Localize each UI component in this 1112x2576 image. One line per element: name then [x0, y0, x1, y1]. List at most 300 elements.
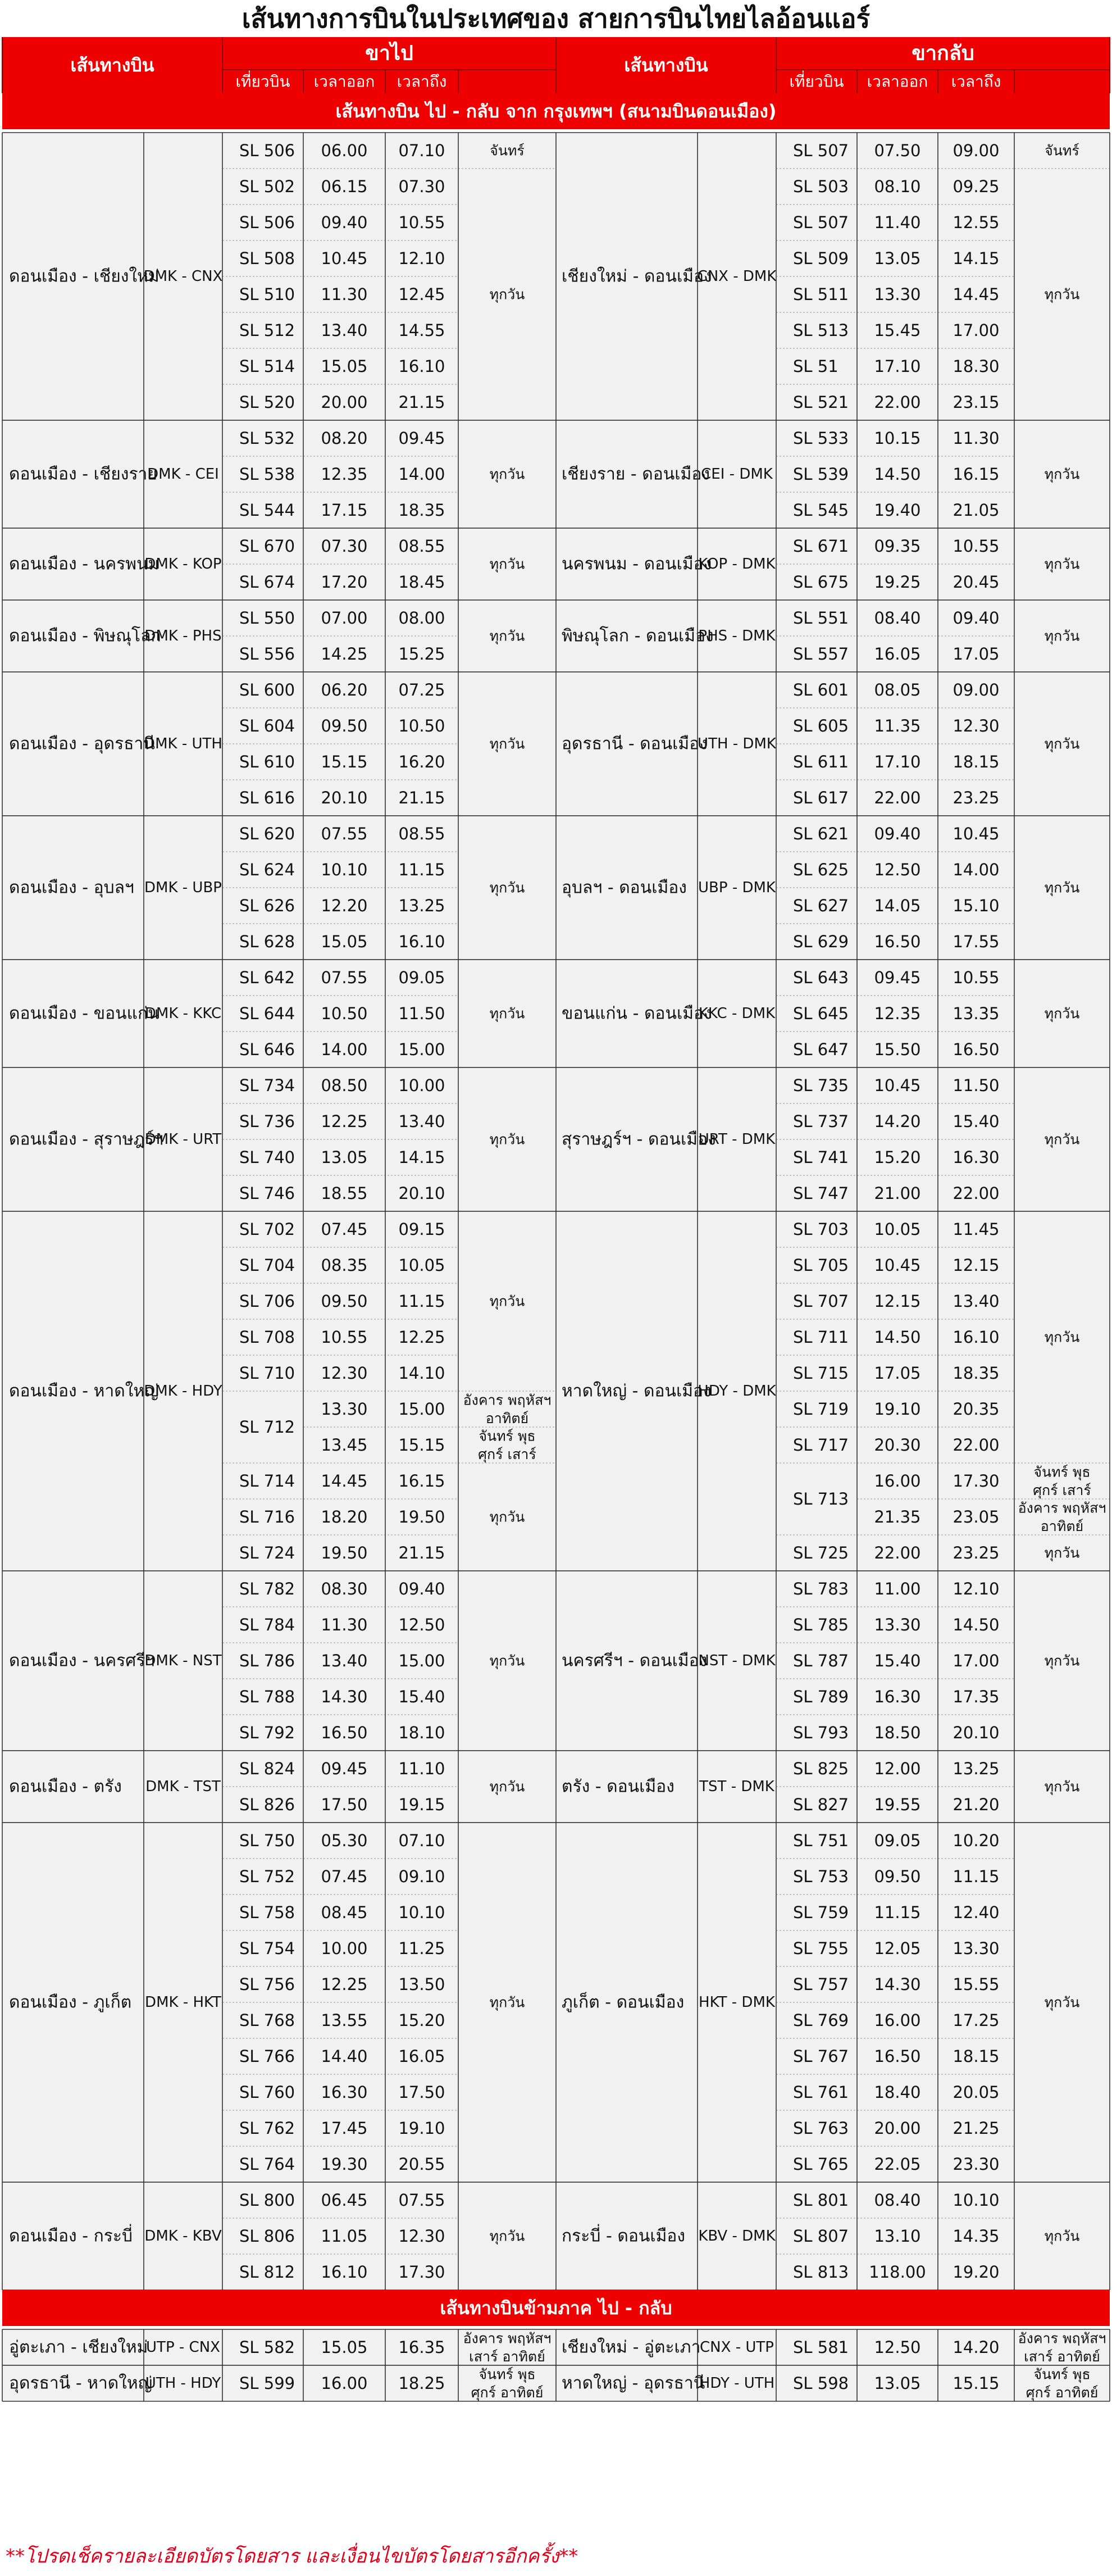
flight-number: SL 789 — [793, 1687, 849, 1706]
flight-number: SL 756 — [239, 1975, 295, 1994]
section-title: เส้นทางบินข้ามภาค ไป - กลับ — [440, 2297, 672, 2319]
depart-time: 05.30 — [321, 1831, 368, 1850]
route-code-in: KBV - DMK — [698, 2228, 776, 2245]
depart-time: 08.50 — [321, 1076, 368, 1095]
route-code-out: DMK - KKC — [144, 1005, 222, 1022]
route-code-out: DMK - HKT — [145, 1994, 221, 2011]
arrive-time: 18.15 — [953, 752, 1000, 771]
flight-number: SL 759 — [793, 1903, 849, 1922]
arrive-time: 14.50 — [953, 1615, 1000, 1634]
flight-number: SL 783 — [793, 1579, 849, 1598]
depart-time: 07.30 — [321, 537, 368, 556]
flight-number: SL 532 — [239, 429, 295, 448]
flight-number: SL 792 — [239, 1723, 295, 1742]
depart-time: 22.00 — [874, 1543, 921, 1562]
arrive-time: 10.55 — [953, 968, 1000, 987]
flight-number: SL 737 — [793, 1112, 849, 1131]
arrive-time: 12.45 — [398, 285, 445, 304]
route-code-in: PHS - DMK — [698, 628, 776, 644]
flight-number: SL 538 — [239, 465, 295, 484]
flight-number: SL 621 — [793, 824, 849, 843]
flight-number: SL 610 — [239, 752, 295, 771]
flight-number: SL 807 — [793, 2227, 849, 2246]
arrive-time: 17.50 — [398, 2083, 445, 2102]
route-name-out: ดอนเมือง - หาดใหญ่ — [9, 1381, 159, 1401]
days-label: อาทิตย์ — [1040, 1518, 1084, 1534]
depart-time: 16.50 — [874, 2047, 921, 2066]
flight-number: SL 512 — [239, 321, 295, 340]
days-label: จันทร์ พุธ — [1033, 2366, 1091, 2383]
route-name-out: ดอนเมือง - นครศรีฯ — [9, 1651, 155, 1671]
route-name-out: ดอนเมือง - พิษณุโลก — [9, 626, 161, 646]
depart-time: 22.00 — [874, 788, 921, 807]
depart-time: 08.05 — [874, 680, 921, 699]
flight-number: SL 715 — [793, 1364, 849, 1383]
flight-number: SL 813 — [793, 2262, 849, 2282]
arrive-time: 09.00 — [953, 141, 1000, 160]
depart-time: 15.05 — [321, 932, 368, 951]
arrive-time: 14.20 — [953, 2338, 1000, 2357]
flight-number: SL 785 — [793, 1615, 849, 1634]
arrive-time: 07.10 — [398, 141, 445, 160]
flight-number: SL 710 — [239, 1364, 295, 1383]
flight-number: SL 533 — [793, 429, 849, 448]
depart-time: 16.00 — [874, 2011, 921, 2030]
flight-number: SL 765 — [793, 2155, 849, 2174]
flight-number: SL 582 — [239, 2338, 295, 2357]
days-label: ทุกวัน — [489, 1778, 525, 1795]
route-code-out: UTH - HDY — [145, 2375, 221, 2392]
flight-number: SL 629 — [793, 932, 849, 951]
header-route-out: เส้นทางบิน — [70, 54, 154, 76]
flight-number: SL 800 — [239, 2191, 295, 2210]
depart-time: 16.05 — [874, 644, 921, 664]
depart-time: 15.50 — [874, 1040, 921, 1059]
flight-number: SL 787 — [793, 1651, 849, 1670]
depart-time: 06.15 — [321, 177, 368, 196]
depart-time: 09.35 — [874, 537, 921, 556]
days-label: ทุกวัน — [1044, 735, 1080, 752]
depart-time: 16.10 — [321, 2262, 368, 2282]
arrive-time: 09.40 — [398, 1579, 445, 1598]
arrive-time: 16.15 — [953, 465, 1000, 484]
depart-time: 22.00 — [874, 393, 921, 412]
header-flight: เที่ยวบิน — [789, 72, 844, 91]
flight-number: SL 646 — [239, 1040, 295, 1059]
arrive-time: 19.15 — [398, 1795, 445, 1814]
route-name-out: ดอนเมือง - สุราษฎร์ฯ — [9, 1129, 163, 1150]
flight-number: SL 825 — [793, 1759, 849, 1778]
flight-number: SL 753 — [793, 1867, 849, 1886]
arrive-time: 15.00 — [398, 1040, 445, 1059]
flight-number: SL 826 — [239, 1795, 295, 1814]
days-label: ศุกร์ อาทิตย์ — [1026, 2384, 1099, 2401]
arrive-time: 07.10 — [398, 1831, 445, 1850]
arrive-time: 10.55 — [953, 537, 1000, 556]
arrive-time: 23.30 — [953, 2155, 1000, 2174]
depart-time: 21.00 — [874, 1184, 921, 1203]
depart-time: 16.00 — [321, 2374, 368, 2393]
header-inbound: ขากลับ — [912, 42, 974, 65]
flight-number: SL 704 — [239, 1256, 295, 1275]
depart-time: 06.45 — [321, 2191, 368, 2210]
route-name-out: ดอนเมือง - อุดรธานี — [9, 734, 155, 754]
flight-number: SL 746 — [239, 1184, 295, 1203]
days-label: ทุกวัน — [489, 735, 525, 752]
depart-time: 18.40 — [874, 2083, 921, 2102]
flight-number: SL 642 — [239, 968, 295, 987]
flight-number: SL 514 — [239, 357, 295, 376]
depart-time: 11.40 — [874, 213, 921, 232]
depart-time: 13.05 — [874, 249, 921, 268]
depart-time: 19.10 — [874, 1400, 921, 1419]
arrive-time: 10.20 — [953, 1831, 1000, 1850]
flight-number: SL 674 — [239, 573, 295, 592]
depart-time: 19.30 — [321, 2155, 368, 2174]
flight-number: SL 627 — [793, 896, 849, 915]
depart-time: 08.40 — [874, 608, 921, 628]
flight-number: SL 761 — [793, 2083, 849, 2102]
flight-number: SL 755 — [793, 1939, 849, 1958]
arrive-time: 16.10 — [398, 357, 445, 376]
flight-number: SL 511 — [793, 285, 849, 304]
arrive-time: 17.05 — [953, 644, 1000, 664]
flight-number: SL 502 — [239, 177, 295, 196]
arrive-time: 13.50 — [398, 1975, 445, 1994]
depart-time: 12.05 — [874, 1939, 921, 1958]
arrive-time: 18.25 — [398, 2374, 445, 2393]
flight-number: SL 757 — [793, 1975, 849, 1994]
days-label: ทุกวัน — [1044, 628, 1080, 644]
depart-time: 14.00 — [321, 1040, 368, 1059]
flight-number: SL 734 — [239, 1076, 295, 1095]
days-label: ศุกร์ เสาร์ — [1033, 1482, 1091, 1498]
route-code-in: URT - DMK — [698, 1131, 776, 1148]
days-label: ทุกวัน — [1044, 1329, 1080, 1346]
depart-time: 18.55 — [321, 1184, 368, 1203]
arrive-time: 18.30 — [953, 357, 1000, 376]
arrive-time: 15.40 — [953, 1112, 1000, 1131]
arrive-time: 20.35 — [953, 1400, 1000, 1419]
route-code-in: HDY - DMK — [698, 1383, 776, 1400]
arrive-time: 17.25 — [953, 2011, 1000, 2030]
route-code-out: DMK - KOP — [144, 556, 222, 573]
depart-time: 15.15 — [321, 752, 368, 771]
arrive-time: 12.40 — [953, 1903, 1000, 1922]
arrive-time: 09.15 — [398, 1220, 445, 1239]
depart-time: 12.25 — [321, 1975, 368, 1994]
route-name-out: อุดรธานี - หาดใหญ่ — [9, 2373, 153, 2393]
route-name-in: เชียงใหม่ - อู่ตะเภา — [562, 2337, 701, 2357]
arrive-time: 19.10 — [398, 2119, 445, 2138]
depart-time: 09.50 — [321, 716, 368, 735]
route-code-out: DMK - PHS — [144, 628, 222, 644]
route-name-in: อุดรธานี - ดอนเมือง — [562, 734, 708, 754]
depart-time: 11.35 — [874, 716, 921, 735]
arrive-time: 09.40 — [953, 608, 1000, 628]
arrive-time: 16.35 — [398, 2338, 445, 2357]
depart-time: 13.45 — [321, 1435, 368, 1455]
header-depart: เวลาออก — [313, 72, 375, 91]
route-code-in: NST - DMK — [698, 1652, 776, 1669]
arrive-time: 20.45 — [953, 573, 1000, 592]
route-name-in: พิษณุโลก - ดอนเมือง — [562, 626, 714, 646]
arrive-time: 19.50 — [398, 1507, 445, 1526]
flight-number: SL 712 — [239, 1418, 295, 1437]
arrive-time: 11.25 — [398, 1939, 445, 1958]
depart-time: 14.20 — [874, 1112, 921, 1131]
flight-number: SL 762 — [239, 2119, 295, 2138]
route-code-out: DMK - NST — [144, 1652, 222, 1669]
route-code-in: CEI - DMK — [701, 466, 773, 483]
flight-number: SL 717 — [793, 1435, 849, 1455]
arrive-time: 21.15 — [398, 1543, 445, 1562]
depart-time: 15.40 — [874, 1651, 921, 1670]
arrive-time: 13.30 — [953, 1939, 1000, 1958]
depart-time: 13.05 — [874, 2374, 921, 2393]
route-code-in: UBP - DMK — [698, 879, 776, 896]
flight-number: SL 711 — [793, 1328, 849, 1347]
depart-time: 09.50 — [321, 1292, 368, 1311]
flight-number: SL 806 — [239, 2227, 295, 2246]
days-label: จันทร์ พุธ — [478, 2366, 536, 2383]
flight-number: SL 643 — [793, 968, 849, 987]
header-depart: เวลาออก — [867, 72, 928, 91]
flight-number: SL 752 — [239, 1867, 295, 1886]
header-route-in: เส้นทางบิน — [624, 54, 708, 76]
depart-time: 13.30 — [321, 1400, 368, 1419]
depart-time: 13.10 — [874, 2227, 921, 2246]
flight-number: SL 551 — [793, 608, 849, 628]
days-label: ทุกวัน — [489, 466, 525, 483]
depart-time: 17.10 — [874, 357, 921, 376]
route-name-out: ดอนเมือง - อุบลฯ — [9, 878, 134, 898]
flight-number: SL 617 — [793, 788, 849, 807]
route-name-in: กระบี่ - ดอนเมือง — [562, 2226, 686, 2246]
flight-number: SL 716 — [239, 1507, 295, 1526]
days-label: ทุกวัน — [1044, 879, 1080, 896]
route-name-out: ดอนเมือง - เชียงใหม่ — [9, 266, 159, 287]
depart-time: 12.00 — [874, 1759, 921, 1778]
days-label: จันทร์ — [1045, 142, 1079, 159]
days-label: ทุกวัน — [489, 1509, 525, 1525]
days-label: ทุกวัน — [1044, 1544, 1080, 1561]
depart-time: 09.40 — [321, 213, 368, 232]
depart-time: 13.55 — [321, 2011, 368, 2030]
flight-number: SL 601 — [793, 680, 849, 699]
depart-time: 16.50 — [321, 1723, 368, 1742]
flight-number: SL 598 — [793, 2374, 849, 2393]
flight-number: SL 605 — [793, 716, 849, 735]
route-code-out: DMK - CNX — [143, 268, 223, 285]
depart-time: 09.45 — [321, 1759, 368, 1778]
depart-time: 06.20 — [321, 680, 368, 699]
route-name-in: นครศรีฯ - ดอนเมือง — [562, 1651, 708, 1671]
depart-time: 08.20 — [321, 429, 368, 448]
arrive-time: 20.55 — [398, 2155, 445, 2174]
flight-number: SL 539 — [793, 465, 849, 484]
flight-number: SL 788 — [239, 1687, 295, 1706]
route-name-in: หาดใหญ่ - อุดรธานี — [562, 2373, 705, 2393]
arrive-time: 10.10 — [953, 2191, 1000, 2210]
flight-number: SL 714 — [239, 1471, 295, 1491]
flight-number: SL 760 — [239, 2083, 295, 2102]
days-label: ทุกวัน — [1044, 1994, 1080, 2011]
arrive-time: 12.55 — [953, 213, 1000, 232]
depart-time: 19.40 — [874, 501, 921, 520]
depart-time: 11.30 — [321, 1615, 368, 1634]
arrive-time: 10.55 — [398, 213, 445, 232]
days-label: ศุกร์ เสาร์ — [478, 1446, 536, 1462]
arrive-time: 16.15 — [398, 1471, 445, 1491]
arrive-time: 15.15 — [398, 1435, 445, 1455]
route-name-out: ดอนเมือง - กระบี่ — [9, 2226, 133, 2246]
days-label: ทุกวัน — [489, 286, 525, 303]
arrive-time: 15.25 — [398, 644, 445, 664]
route-code-in: CNX - DMK — [697, 268, 777, 285]
header-arrive: เวลาถึง — [951, 72, 1001, 91]
flight-number: SL 628 — [239, 932, 295, 951]
depart-time: 21.35 — [874, 1507, 921, 1526]
arrive-time: 19.20 — [953, 2262, 1000, 2282]
days-label: ทุกวัน — [1044, 556, 1080, 573]
route-name-in: ภูเก็ต - ดอนเมือง — [562, 1992, 685, 2012]
depart-time: 16.30 — [874, 1687, 921, 1706]
header-arrive: เวลาถึง — [397, 72, 447, 91]
depart-time: 18.50 — [874, 1723, 921, 1742]
arrive-time: 17.30 — [398, 2262, 445, 2282]
depart-time: 07.55 — [321, 824, 368, 843]
days-label: อังคาร พฤหัสฯ — [1018, 2330, 1106, 2347]
flight-number: SL 604 — [239, 716, 295, 735]
depart-time: 14.05 — [874, 896, 921, 915]
depart-time: 14.40 — [321, 2047, 368, 2066]
depart-time: 10.45 — [874, 1076, 921, 1095]
days-label: ทุกวัน — [489, 2228, 525, 2245]
arrive-time: 13.35 — [953, 1004, 1000, 1023]
arrive-time: 11.50 — [953, 1076, 1000, 1095]
arrive-time: 14.00 — [953, 860, 1000, 879]
footer-note: **โปรดเช็ครายละเอียดบัตรโดยสาร และเงื่อนไขบัตรโดยสารอีกครั้ง** — [6, 2545, 578, 2568]
arrive-time: 12.25 — [398, 1328, 445, 1347]
flight-number: SL 758 — [239, 1903, 295, 1922]
days-label: จันทร์ พุธ — [1033, 1464, 1091, 1480]
header-outbound: ขาไป — [365, 42, 413, 65]
depart-time: 09.05 — [874, 1831, 921, 1850]
depart-time: 14.50 — [874, 465, 921, 484]
depart-time: 09.45 — [874, 968, 921, 987]
route-code-out: DMK - CEI — [147, 466, 219, 483]
flight-number: SL 644 — [239, 1004, 295, 1023]
arrive-time: 18.45 — [398, 573, 445, 592]
depart-time: 17.15 — [321, 501, 368, 520]
depart-time: 10.15 — [874, 429, 921, 448]
days-label: อาทิตย์ — [485, 1410, 529, 1426]
flight-number: SL 766 — [239, 2047, 295, 2066]
arrive-time: 14.10 — [398, 1364, 445, 1383]
flight-number: SL 763 — [793, 2119, 849, 2138]
arrive-time: 09.45 — [398, 429, 445, 448]
depart-time: 17.50 — [321, 1795, 368, 1814]
arrive-time: 16.10 — [953, 1328, 1000, 1347]
arrive-time: 10.50 — [398, 716, 445, 735]
arrive-time: 13.25 — [398, 896, 445, 915]
arrive-time: 12.50 — [398, 1615, 445, 1634]
arrive-time: 08.55 — [398, 824, 445, 843]
depart-time: 12.35 — [874, 1004, 921, 1023]
arrive-time: 22.00 — [953, 1184, 1000, 1203]
depart-time: 20.10 — [321, 788, 368, 807]
depart-time: 08.10 — [874, 177, 921, 196]
flight-number: SL 506 — [239, 141, 295, 160]
arrive-time: 22.00 — [953, 1435, 1000, 1455]
route-code-out: DMK - HDY — [144, 1383, 222, 1400]
arrive-time: 23.15 — [953, 393, 1000, 412]
arrive-time: 14.55 — [398, 321, 445, 340]
arrive-time: 14.35 — [953, 2227, 1000, 2246]
days-label: ทุกวัน — [1044, 286, 1080, 303]
route-name-out: ดอนเมือง - ภูเก็ต — [9, 1992, 132, 2012]
flight-number: SL 626 — [239, 896, 295, 915]
flight-number: SL 725 — [793, 1543, 849, 1562]
flight-number: SL 764 — [239, 2155, 295, 2174]
arrive-time: 23.25 — [953, 788, 1000, 807]
arrive-time: 13.25 — [953, 1759, 1000, 1778]
depart-time: 09.40 — [874, 824, 921, 843]
depart-time: 07.45 — [321, 1867, 368, 1886]
arrive-time: 17.30 — [953, 1471, 1000, 1491]
flight-number: SL 751 — [793, 1831, 849, 1850]
flight-number: SL 510 — [239, 285, 295, 304]
days-label: ทุกวัน — [489, 1005, 525, 1022]
arrive-time: 21.15 — [398, 393, 445, 412]
flight-number: SL 708 — [239, 1328, 295, 1347]
flight-number: SL 705 — [793, 1256, 849, 1275]
arrive-time: 09.05 — [398, 968, 445, 987]
arrive-time: 18.10 — [398, 1723, 445, 1742]
depart-time: 10.10 — [321, 860, 368, 879]
depart-time: 14.45 — [321, 1471, 368, 1491]
days-label: ทุกวัน — [1044, 1652, 1080, 1669]
route-name-out: ดอนเมือง - นครพนม — [9, 554, 159, 574]
arrive-time: 15.00 — [398, 1400, 445, 1419]
arrive-time: 13.40 — [398, 1112, 445, 1131]
arrive-time: 14.15 — [953, 249, 1000, 268]
arrive-time: 10.45 — [953, 824, 1000, 843]
route-code-in: TST - DMK — [699, 1778, 774, 1795]
depart-time: 14.50 — [874, 1328, 921, 1347]
flight-number: SL 550 — [239, 608, 295, 628]
flight-number: SL 544 — [239, 501, 295, 520]
flight-number: SL 670 — [239, 537, 295, 556]
flight-number: SL 51 — [793, 357, 838, 376]
depart-time: 20.30 — [874, 1435, 921, 1455]
arrive-time: 15.15 — [953, 2374, 1000, 2393]
depart-time: 16.50 — [874, 932, 921, 951]
flight-schedule-table — [0, 37, 1112, 2404]
arrive-time: 15.55 — [953, 1975, 1000, 1994]
depart-time: 17.05 — [874, 1364, 921, 1383]
depart-time: 11.15 — [874, 1903, 921, 1922]
flight-number: SL 600 — [239, 680, 295, 699]
arrive-time: 18.35 — [398, 501, 445, 520]
arrive-time: 14.45 — [953, 285, 1000, 304]
depart-time: 19.25 — [874, 573, 921, 592]
arrive-time: 09.25 — [953, 177, 1000, 196]
depart-time: 07.00 — [321, 608, 368, 628]
arrive-time: 16.30 — [953, 1148, 1000, 1167]
depart-time: 06.00 — [321, 141, 368, 160]
